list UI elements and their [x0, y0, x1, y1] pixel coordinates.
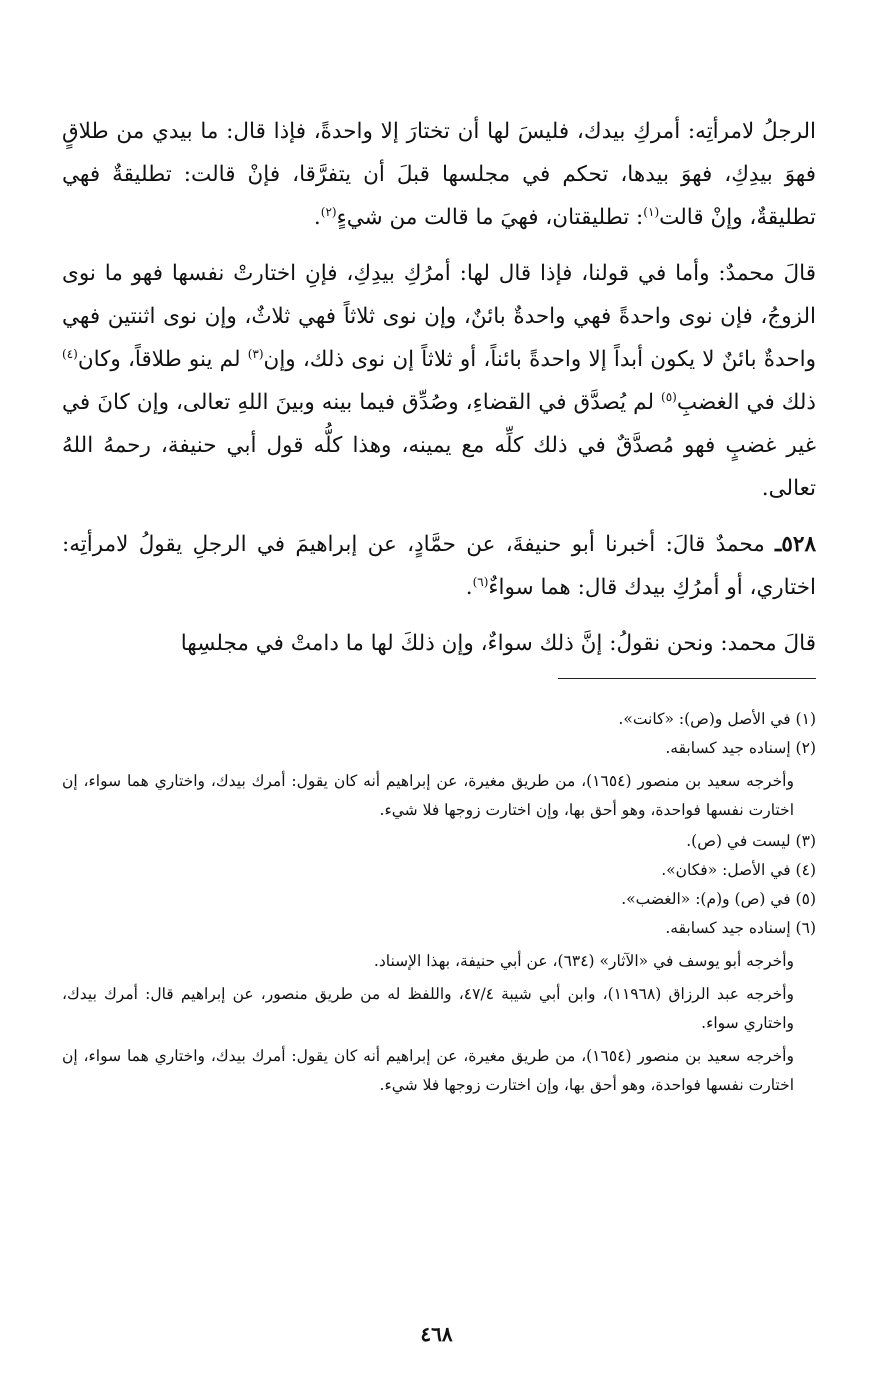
paragraph-1-text-a: الرجلُ لامرأتِه: أمركِ بيدك، فليسَ لها أن تختارَ إلا واحدةً، فإذا قال: ما بيدي من طلاقٍ فهوَ بيدِكِ، فهوَ بيدها، تحكم في مجلسها قبلَ أن يتفرَّقا، فإنْ قالت: تطليقةٌ فهي تطليقةٌ، وإنْ قالت [62, 119, 816, 230]
paragraph-3 [62, 523, 816, 609]
footnote-5: (٥) في (ص) و(م): «الغضب». [621, 890, 816, 908]
paragraph-4: قالَ محمد: ونحن نقولُ: إنَّ ذلك سواءٌ، وإن ذلكَ لها ما دامتْ في مجلسِها [180, 631, 816, 656]
footnote-6: (٦) إسناده جيد كسابقه. [665, 919, 816, 937]
footnote-ref-5[interactable]: (٥) [661, 389, 677, 404]
footnote-1: (١) في الأصل و(ص): «كانت». [618, 710, 816, 728]
footnote-3: (٣) ليست في (ص). [686, 832, 816, 850]
page-number: ٤٦٨ [420, 1322, 453, 1346]
footnote-divider [558, 678, 816, 679]
paragraph-1 [62, 110, 816, 239]
paragraph-1-text-c: . [313, 205, 321, 230]
paragraph-3-text-a: محمدٌ قالَ: أخبرنا أبو حنيفةَ، عن حمَّادٍ، عن إبراهيمَ في الرجلِ يقولُ لامرأتِه: اختاري، أو أمرُكِ بيدك قال: هما سواءٌ [62, 532, 816, 600]
footnote-4: (٤) في الأصل: «فكان». [661, 861, 816, 879]
footnote-6-detail-a: وأخرجه أبو يوسف في «الآثار» (٦٣٤)، عن أبي حنيفة، بهذا الإسناد. [373, 952, 794, 970]
footnote-ref-4[interactable]: (٤) [62, 346, 78, 361]
paragraph-2-text-a: قالَ محمدٌ: وأما في قولنا، فإذا قال لها: أمرُكِ بيدِكِ، فإنِ اختارتْ نفسها فهو ما نوى الزوجُ، فإن نوى واحدةً فهي واحدةٌ بائنٌ، وإن نوى ثلاثاً فهي ثلاثٌ، وإن نوى اثنتين فهي واحدةٌ بائنٌ لا يكون أبداً إلا واحدةً بائناً، أو ثلاثاً إن نوى ذلك، وإن [62, 261, 816, 372]
footnote-ref-2[interactable]: (٢) [320, 204, 337, 219]
footnotes-section [62, 705, 816, 1100]
paragraph-2-text-c: ذلك في الغضبِ [676, 390, 816, 415]
footnote-2-detail: وأخرجه سعيد بن منصور (١٦٥٤)، من طريق مغيرة، عن إبراهيم أنه كان يقول: أمرك بيدك، واختاري هما سواء، إن اختارت نفسها فواحدة، وهو أحق بها، وإن اختارت زوجها فلا شيء. [62, 772, 794, 819]
footnote-6-detail-c: وأخرجه سعيد بن منصور (١٦٥٤)، من طريق مغيرة، عن إبراهيم أنه كان يقول: أمرك بيدك، واختاري هما سواء، إن اختارت نفسها فواحدة، وهو أحق بها، وإن اختارت زوجها فلا شيء. [62, 1047, 794, 1094]
paragraph-2-text-d: لم يُصدَّق في القضاءِ، وصُدِّق فيما بينه وبينَ اللهِ تعالى، وإن كانَ في غير غضبٍ فهو مُصدَّقٌ في ذلك كلِّه مع يمينه، وهذا كلُّه قول أبي حنيفة، رحمهُ اللهُ تعالى. [62, 390, 816, 501]
footnote-ref-6[interactable]: (٦) [472, 574, 489, 589]
footnote-ref-1[interactable]: (١) [643, 204, 660, 219]
paragraph-3-text-b: . [465, 575, 473, 600]
hadith-number: ٥٢٨ـ [775, 532, 816, 557]
paragraph-2-text-b: لم ينو طلاقاً، وكان [77, 347, 248, 372]
footnote-6-detail-b: وأخرجه عبد الرزاق (١١٩٦٨)، وابن أبي شيبة ٤٧/٤، واللفظ له من طريق منصور، عن إبراهيم قال: أمرك بيدك، واختاري سواء. [62, 985, 794, 1032]
footnote-ref-3[interactable]: (٣) [247, 346, 264, 361]
footnote-2: (٢) إسناده جيد كسابقه. [665, 739, 816, 757]
paragraph-2 [62, 252, 816, 510]
paragraph-1-text-b: : تطليقتان، فهيَ ما قالت من شيءٍ [336, 205, 644, 230]
page-body [62, 110, 816, 1102]
